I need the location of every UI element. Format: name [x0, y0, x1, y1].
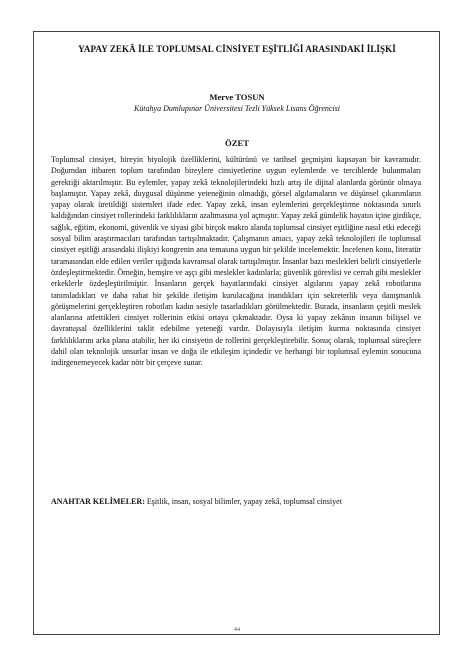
- author-affiliation: Kütahya Dumlupınar Üniversitesi Tezli Yüksek Lisans Öğrencisi: [133, 104, 341, 113]
- author-name: Merve TOSUN: [209, 92, 265, 102]
- keywords-text: Eşitlik, insan, sosyal bilimler, yapay zekâ, toplumsal cinsiyet: [144, 497, 342, 506]
- abstract-body: Toplumsal cinsiyet, bireyin biyolojik özelliklerini, kültürünü ve tarihsel geçmişini kapsayan bir kavramıdır. Doğumdan itibaren toplum tarafından bireylere cinsiyetlerine uygun eylemlerde ve tercihlerde bulunmaları gerektiği aktarılmıştır. Bu eylemler, yapay zekâ teknolojilerindeki hızlı artış ile dijital alanlarda görünür olmaya başlamıştır. Yapay zekâ, duygusal düşünme yeteneğinin olmadığı, görsel algılamaların ve düşünsel çıkarımların yapay olarak üretildiği sistemleri ifade eder. Yapay zekâ, insan eylemlerini gerçekleştirme noktasında sınırlı kaldığından cinsiyet rollerindeki farklılıkların azaltmasına yol açmıştır. Yapay zekâ gündelik hayatın içine girdikçe, sağlık, eğitim, ekonomi, güvenlik ve siyasi gibi birçok makro alanda toplumsal cinsiyet eşitliğine nasıl etki edeceği sosyal bilim araştırmacıları tarafından tartışılmaktadır. Çalışmanın amacı, yapay zekâ teknolojileri ile toplumsal cinsiyet eşitliği arasındaki ilişkiyi kongrenin ana temasına uygun bir şekilde incelemektir. İncelenen konu, literatür taramasından elde edilen veriler ışığında kavramsal olarak tartışılmıştır. İnsanlar bazı meslekleri belirli cinsiyetlerle özdeşleştirmektedir. Örneğin, hemşire ve aşçı gibi meslekler kadınlarla; güvenlik görevlisi ve cerrah gibi meslekler erkeklerle özdeşleştirilmiştir. İnsanların gerçek hayatlarındaki cinsiyet algılarını yapay zekâ robotlarına tanımladıkları ve daha rahat bir şekilde iletişim kurulacağına inandıkları için sekreterlik veya danışmanlık görüşmelerini gerçekleştiren robotları kadın sesiyle tasarladıkları görülmektedir. Burada, insanların çeşitli meslek alanlarına atfettikleri cinsiyet rollerinin etkisi ortaya çıkmaktadır. Oysa ki yapay zekânın insanın bilişsel ve davranışsal özelliklerini taklit edebilme yeteneği vardır. Dolayısıyla iletişim kurma noktasında cinsiyet farklılıklarını arka plana atabilir, her iki cinsiyetin de rollerini gerçekleştirebilir. Sonuç olarak, toplumsal süreçlere dahil olan teknolojik unsurlar insan ve doğa ile etkileşim içindedir ve herhangi bir toplumsal eylemin sonucuna indirgenemeyecek kadar nötr bir çerçeve sunar.: [51, 155, 421, 368]
- page-number: 44: [234, 627, 240, 633]
- keywords-label: ANAHTAR KELİMELER:: [51, 497, 145, 506]
- paper-title: YAPAY ZEKÂ İLE TOPLUMSAL CİNSİYET EŞİTLİĞİ ARASINDAKİ İLİŞKİ: [78, 44, 396, 54]
- keywords-line: [51, 496, 421, 507]
- abstract-heading: ÖZET: [225, 138, 249, 148]
